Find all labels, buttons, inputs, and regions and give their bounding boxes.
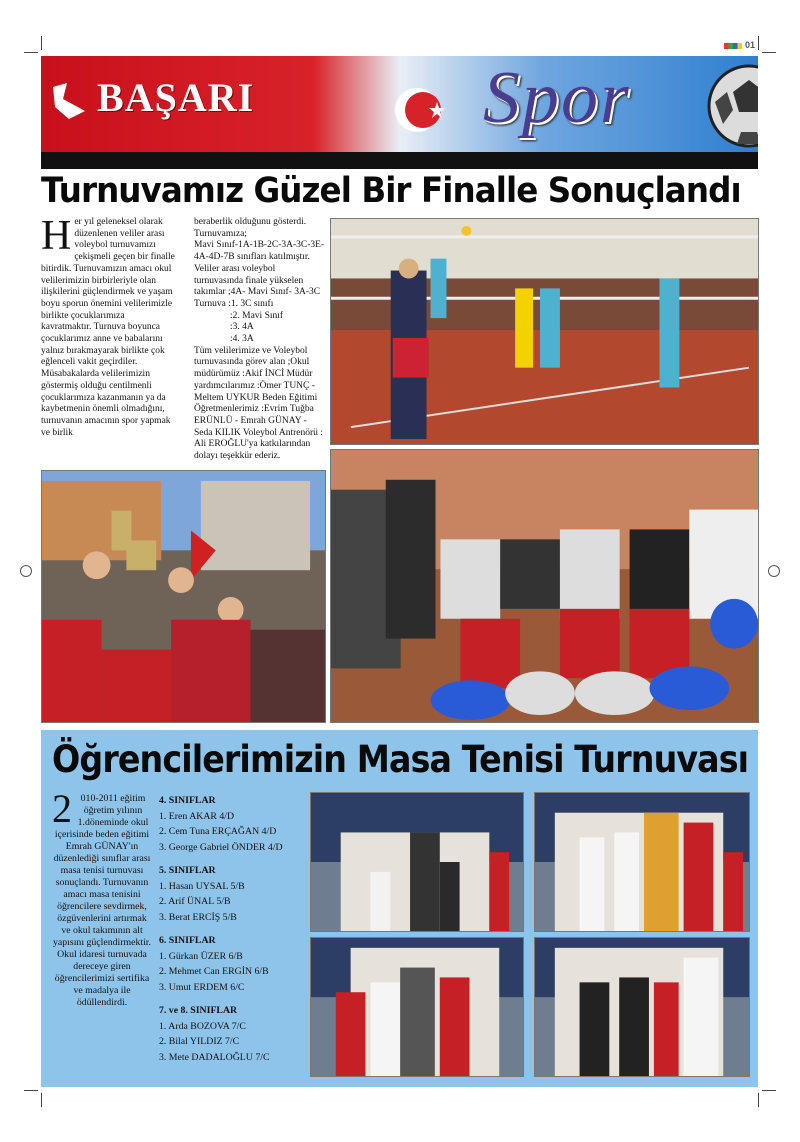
list-item: 2. Arif ÜNAL 5/B (159, 896, 231, 907)
crop-mark (24, 52, 38, 53)
soccer-ball-icon (705, 62, 758, 150)
list-item: 1. Arda BOZOVA 7/C (159, 1020, 246, 1032)
crop-mark (24, 1090, 38, 1091)
page-number: 01 (724, 40, 755, 50)
article2-text: 010-2011 eğitim öğretim yılının 1.döneminde okul içerisinde beden eğitimi Emrah GÜNAY'ın düzenlediği sınıflar arası masa tenisi turnuvası sonuçlandı. Turnuvanın amacı masa tenisini öğrencilere sevdirmek, özgüvenlerini artırmak ve okul takımının alt yapısını güçlendirmektir. Okul idaresi turnuvada dereceye giren öğrencilerimizi sertifika ve madalya ile ödüllendirdi. (53, 793, 151, 1008)
list-item: 3. Mete DADALOĞLU 7/C (159, 1051, 270, 1063)
registration-mark-left (20, 565, 32, 577)
masthead (41, 56, 758, 156)
article-headline: Turnuvamız Güzel Bir Finalle Sonuçlandı (41, 171, 741, 211)
list-item: 3. Umut ERDEM 6/C (159, 981, 245, 993)
results-group (159, 863, 309, 925)
group-title: 6. SINIFLAR (159, 935, 216, 946)
registration-mark-right (768, 565, 780, 577)
table-tennis-award-photo-3 (310, 937, 524, 1077)
trophy-ceremony-photo (41, 470, 326, 723)
table-tennis-award-photo-1 (310, 792, 524, 932)
group-title: 5. SINIFLAR (159, 865, 216, 876)
brand-mark-icon (49, 81, 91, 121)
list-item: 1. Gürkan ÜZER 6/B (159, 950, 243, 962)
volleyball-match-photo (330, 218, 759, 445)
masthead-rule (41, 152, 758, 169)
color-bar-icon (724, 43, 742, 49)
results-list (159, 793, 309, 1073)
finalists: Veliler arası voleybol turnuvasında finale yükselen takımlar ;4A- Mavi Sınıf- 3A-3C (194, 263, 321, 298)
article-column-1 (41, 217, 175, 467)
crop-mark (41, 36, 42, 50)
list-item: 2. Cem Tuna ERÇAĞAN 4/D (159, 826, 277, 837)
crescent-star-icon (389, 80, 449, 140)
section-headline: Öğrencilerimizin Masa Tenisi Turnuvası (52, 738, 749, 781)
article2-column (52, 786, 152, 1009)
crop-mark (758, 36, 759, 50)
results-group (159, 1003, 309, 1065)
results-group (159, 793, 309, 855)
group-title: 4. SINIFLAR (159, 795, 216, 806)
crop-mark (41, 1093, 42, 1107)
result-4: :4. 3A (230, 334, 254, 345)
participating-classes: Mavi Sınıf-1A-1B-2C-3A-3C-3E-4A-4D-7B sınıfları katılmıştır. (194, 240, 325, 263)
list-item: 2. Bilal YILDIZ 7/C (159, 1036, 240, 1047)
list-item: 2. Mehmet Can ERGİN 6/B (159, 966, 269, 977)
drop-cap: H (41, 217, 72, 259)
list-item: 1. Eren AKAR 4/D (159, 810, 235, 822)
table-tennis-award-photo-2 (534, 792, 750, 932)
table-tennis-award-photo-4 (534, 937, 750, 1077)
thanks-text: Tüm velilerimize ve Voleybol turnuvasında görev alan ;Okul müdürümüz :Akif İNCİ Müdür yardımcılarımız :Ömer TUNÇ - Meltem UYKUR Beden Eğitimi Öğretmenlerimiz :Evrim Tuğba ERÜNLÜ - Emrah GÜNAY - Seda KILIK Voleybol Antrenörü : Ali EROĞLU'ya katkılarından dolayı teşekkür ederiz. (194, 345, 323, 462)
group-title: 7. ve 8. SINIFLAR (159, 1005, 238, 1016)
article-text: er yıl geleneksel olarak düzenlenen veliler arası voleybol turnuvamızı çekişmeli geçen bir finalle bitirdik. Turnuvamızın amacı okul velilerimizin birbirleriyle olan ilişkilerini güçlendirmek ve yaşam boyu sporun önemini velilerimizle birlikte çocuklarımıza kavratmaktır. Turnuva boyunca çocuklarımız anne ve babalarını yalnız bırakmayarak birlikte çok eğlenceli vakit geçirdiler. Müsabakalarda velilerimizin göstermiş olduğu centilmenli çocuklarımıza kazanmanın ya da kaybetmenin önemli olmadığını, turnuvanın amacının spor yapmak ve birlik (41, 217, 175, 438)
section-title: Spor (483, 57, 631, 139)
crop-mark (758, 1093, 759, 1107)
brand-name: BAŞARI (97, 75, 255, 120)
article-column-2 (194, 217, 326, 467)
list-item: 3. George Gabriel ÖNDER 4/D (159, 841, 283, 853)
crop-mark (762, 52, 776, 53)
crop-mark (762, 1090, 776, 1091)
article-text: beraberlik olduğunu gösterdi. Turnuvamıza; (194, 217, 307, 239)
spectators-cheerleaders-photo (330, 449, 759, 723)
result-1: Turnuva :1. 3C sınıfı (194, 298, 274, 309)
list-item: 1. Hasan UYSAL 5/B (159, 880, 245, 892)
drop-cap: 2 (52, 786, 72, 831)
result-3: :3. 4A (230, 322, 254, 333)
results-group (159, 933, 309, 995)
brand-logo (49, 74, 254, 121)
list-item: 3. Berat ERCİŞ 5/B (159, 911, 237, 923)
result-2: :2. Mavi Sınıf (230, 310, 284, 321)
